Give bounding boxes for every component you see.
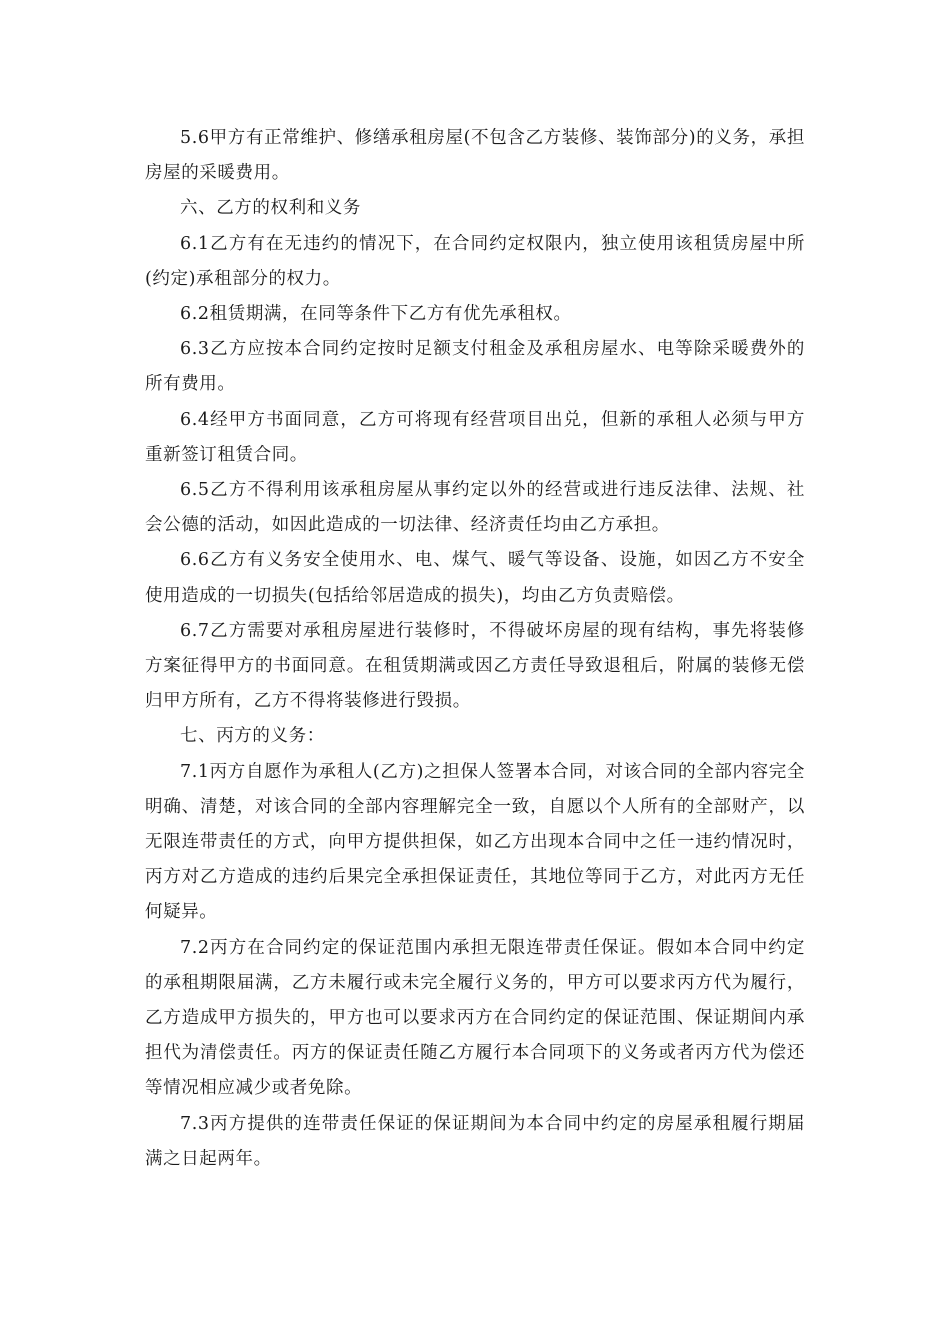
document-body xyxy=(145,121,805,1177)
section-heading-party-b-rights: 六、乙方的权利和义务 xyxy=(180,198,361,219)
clause-6-2: 6.2租赁期满，在同等条件下乙方有优先承租权。 xyxy=(180,304,572,325)
clause-6-4: 6.4经甲方书面同意，乙方可将现有经营项目出兑，但新的承租人必须与甲方重新签订租赁合同。 xyxy=(145,409,805,465)
clause-7-2: 7.2丙方在合同约定的保证范围内承担无限连带责任保证。假如本合同中约定的承租期限届满，乙方未履行或未完全履行义务的，甲方可以要求丙方代为履行，乙方造成甲方损失的，甲方也可以要求丙方在合同约定的保证范围、保证期间内承担代为清偿责任。丙方的保证责任随乙方履行本合同项下的义务或者丙方代为偿还等情况相应减少或者免除。 xyxy=(145,937,805,1099)
clause-7-3: 7.3丙方提供的连带责任保证的保证期间为本合同中约定的房屋承租履行期届满之日起两年。 xyxy=(145,1113,805,1169)
clause-6-6: 6.6乙方有义务安全使用水、电、煤气、暖气等设备、设施，如因乙方不安全使用造成的一切损失(包括给邻居造成的损失)，均由乙方负责赔偿。 xyxy=(145,550,805,606)
clause-6-3: 6.3乙方应按本合同约定按时足额支付租金及承租房屋水、电等除采暖费外的所有费用。 xyxy=(145,339,805,395)
clause-6-5: 6.5乙方不得利用该承租房屋从事约定以外的经营或进行违反法律、法规、社会公德的活动，如因此造成的一切法律、经济责任均由乙方承担。 xyxy=(145,480,805,536)
clause-6-1: 6.1乙方有在无违约的情况下，在合同约定权限内，独立使用该租赁房屋中所(约定)承租部分的权力。 xyxy=(145,233,805,289)
clause-5-6: 5.6甲方有正常维护、修缮承租房屋(不包含乙方装修、装饰部分)的义务，承担房屋的采暖费用。 xyxy=(145,128,805,184)
clause-7-1: 7.1丙方自愿作为承租人(乙方)之担保人签署本合同，对该合同的全部内容完全明确、清楚，对该合同的全部内容理解完全一致，自愿以个人所有的全部财产，以无限连带责任的方式，向甲方提供担保，如乙方出现本合同中之任一违约情况时，丙方对乙方造成的违约后果完全承担保证责任，其地位等同于乙方，对此丙方无任何疑异。 xyxy=(145,761,805,923)
clause-6-7: 6.7乙方需要对承租房屋进行装修时，不得破坏房屋的现有结构，事先将装修方案征得甲方的书面同意。在租赁期满或因乙方责任导致退租后，附属的装修无偿归甲方所有，乙方不得将装修进行毁损。 xyxy=(145,620,805,712)
section-heading-party-c-obligations: 七、丙方的义务： xyxy=(180,726,325,747)
